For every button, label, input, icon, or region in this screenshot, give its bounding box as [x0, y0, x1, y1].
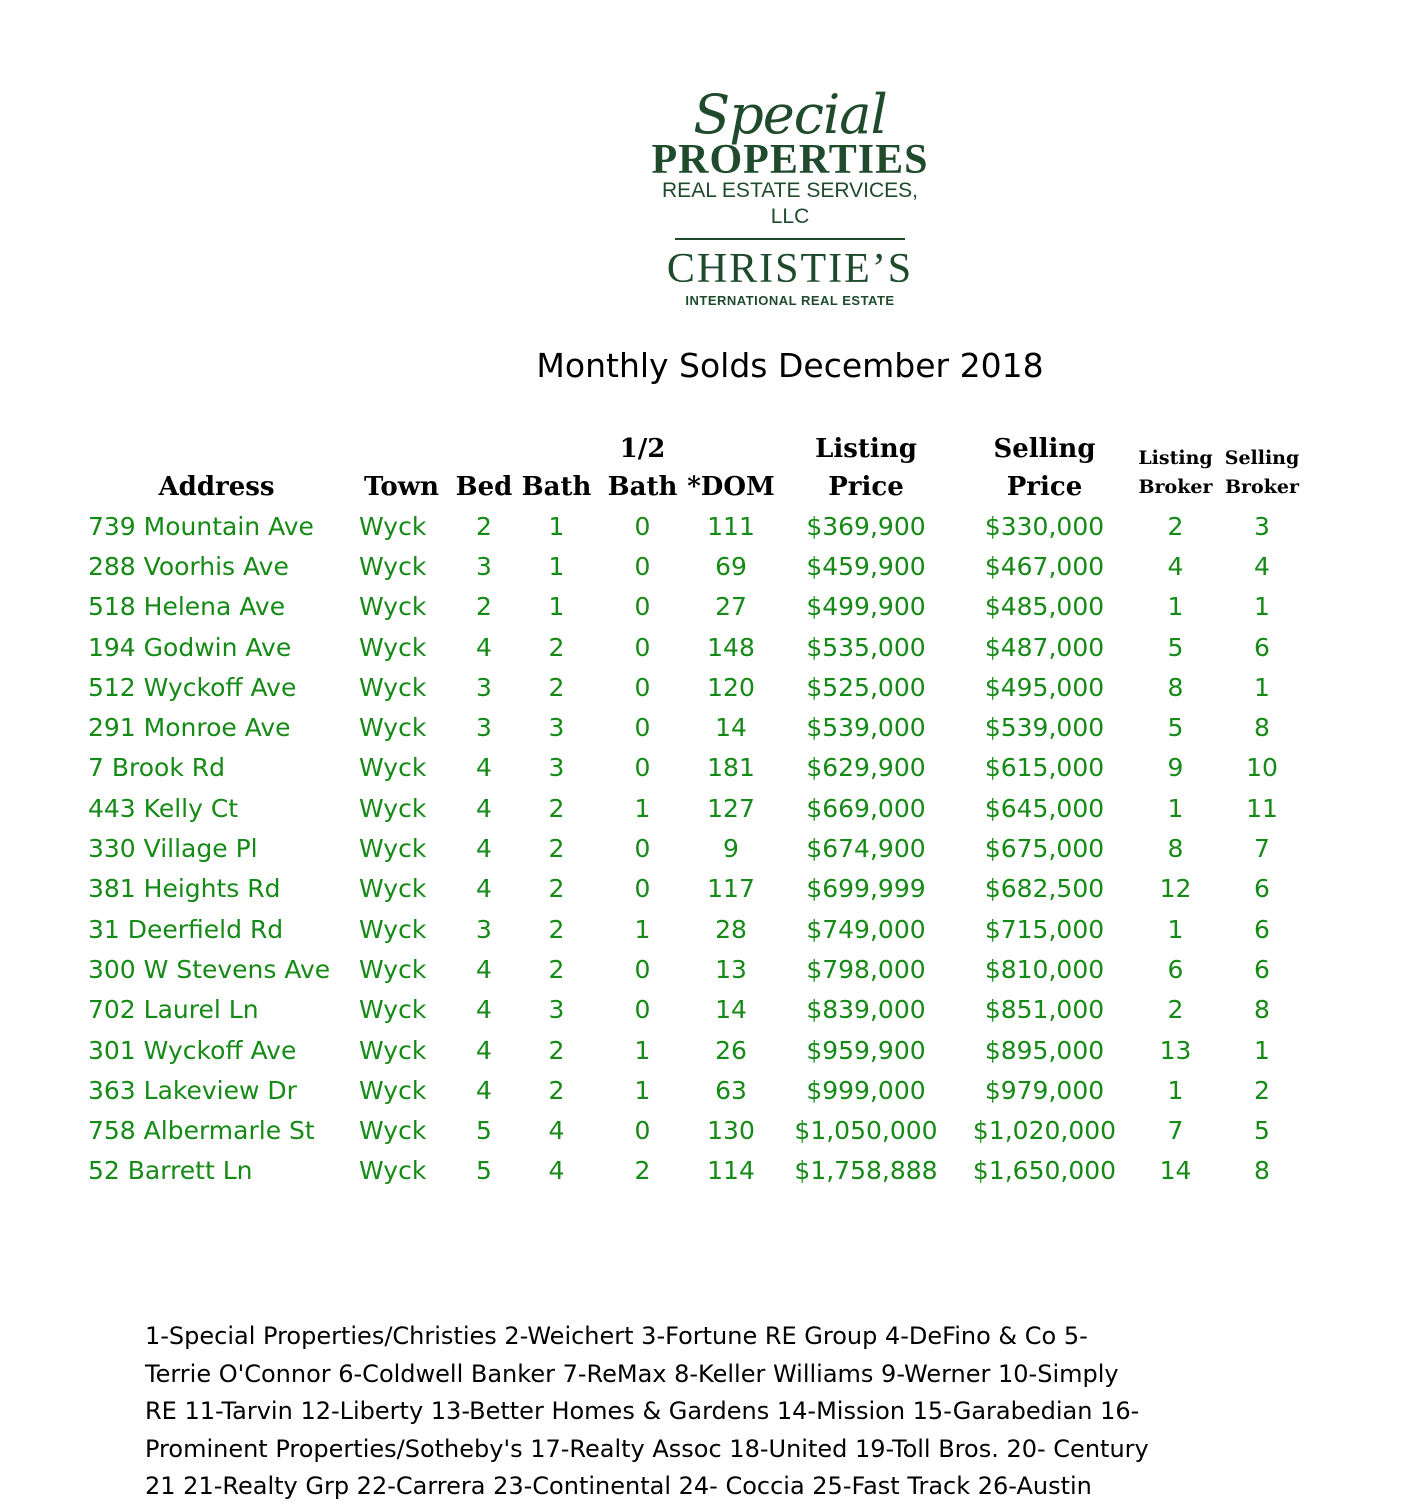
cell-half-bath: 1: [634, 1075, 651, 1105]
cell-listing-price: $798,000: [806, 954, 926, 984]
cell-listing-broker: 1: [1167, 592, 1184, 622]
cell-half-bath: 0: [634, 834, 651, 864]
cell-selling-broker: 6: [1254, 954, 1270, 984]
cell-dom: 9: [723, 834, 739, 864]
cell-address: 291 Monroe Ave: [88, 713, 291, 743]
table-row: [84, 1030, 1306, 1070]
cell-listing-broker: 12: [1159, 874, 1192, 904]
table-row: [84, 1110, 1306, 1150]
cell-dom: 181: [707, 753, 755, 783]
cell-bath: 3: [548, 995, 565, 1025]
cell-bed: 5: [476, 1116, 492, 1146]
cell-bath: 4: [548, 1156, 565, 1186]
cell-listing-broker: 14: [1159, 1156, 1192, 1186]
cell-listing-price: $499,900: [806, 592, 926, 622]
cell-town: Wyck: [359, 1116, 427, 1146]
cell-selling-price: $487,000: [984, 632, 1105, 662]
cell-listing-broker: 4: [1167, 551, 1184, 581]
table-row: [84, 1151, 1306, 1191]
cell-listing-price: $674,900: [806, 834, 926, 864]
cell-listing-price: $539,000: [806, 713, 926, 743]
table-header-row: [84, 430, 1306, 506]
cell-town: Wyck: [359, 511, 427, 541]
cell-selling-price: $645,000: [984, 793, 1105, 823]
legend-line: Prominent Properties/Sotheby's 17-Realty Assoc 18-United 19-Toll Bros. 20- Century: [145, 1434, 1149, 1463]
cell-bath: 2: [548, 1075, 565, 1105]
cell-selling-price: $895,000: [984, 1035, 1105, 1065]
cell-selling-price: $715,000: [984, 914, 1105, 944]
cell-selling-price: $539,000: [984, 713, 1105, 743]
cell-address: 512 Wyckoff Ave: [88, 672, 297, 702]
cell-half-bath: 2: [634, 1156, 651, 1186]
solds-table: [84, 430, 1306, 1191]
cell-address: 518 Helena Ave: [88, 592, 286, 622]
table-row: [84, 748, 1306, 788]
cell-town: Wyck: [359, 632, 427, 662]
cell-half-bath: 0: [634, 1116, 651, 1146]
cell-bath: 2: [548, 954, 565, 984]
cell-half-bath: 0: [634, 551, 651, 581]
cell-listing-price: $749,000: [806, 914, 926, 944]
cell-selling-broker: 8: [1254, 995, 1270, 1025]
cell-half-bath: 0: [634, 592, 651, 622]
cell-dom: 63: [715, 1075, 747, 1105]
cell-town: Wyck: [359, 551, 427, 581]
cell-selling-price: $851,000: [984, 995, 1105, 1025]
header-bed: Bed: [455, 472, 513, 502]
logo-caps-text: PROPERTIES: [651, 137, 929, 183]
header-bath: Bath: [521, 472, 592, 502]
cell-listing-price: $669,000: [806, 793, 926, 823]
cell-bath: 1: [548, 592, 565, 622]
table-row: [84, 587, 1306, 627]
header-selling-price: Selling Price: [993, 434, 1096, 502]
cell-selling-broker: 5: [1254, 1116, 1270, 1146]
cell-bath: 2: [548, 1035, 565, 1065]
cell-address: 52 Barrett Ln: [88, 1156, 253, 1186]
cell-listing-price: $959,900: [806, 1035, 926, 1065]
cell-half-bath: 1: [634, 1035, 651, 1065]
cell-listing-broker: 6: [1167, 954, 1184, 984]
cell-dom: 120: [707, 672, 755, 702]
cell-dom: 14: [715, 995, 747, 1025]
cell-listing-broker: 8: [1167, 672, 1184, 702]
cell-bed: 4: [476, 1075, 492, 1105]
cell-town: Wyck: [359, 874, 427, 904]
cell-half-bath: 0: [634, 672, 651, 702]
cell-town: Wyck: [359, 1075, 427, 1105]
cell-selling-price: $1,650,000: [972, 1156, 1117, 1186]
legend-line: RE 11-Tarvin 12-Liberty 13-Better Homes & Gardens 14-Mission 15-Garabedian 16-: [145, 1397, 1140, 1425]
table-row: [84, 546, 1306, 586]
cell-bed: 3: [476, 914, 492, 944]
cell-listing-price: $1,758,888: [794, 1156, 938, 1186]
cell-half-bath: 0: [634, 995, 651, 1025]
cell-dom: 28: [715, 914, 747, 944]
cell-selling-price: $675,000: [984, 834, 1105, 864]
legend-line: 21 21-Realty Grp 22-Carrera 23-Continental 24- Coccia 25-Fast Track 26-Austin: [145, 1472, 1092, 1500]
cell-bed: 3: [476, 672, 492, 702]
page-title: Monthly Solds December 2018: [536, 346, 1044, 385]
cell-town: Wyck: [359, 834, 427, 864]
cell-address: 443 Kelly Ct: [88, 793, 239, 823]
table-row: [84, 667, 1306, 707]
cell-listing-price: $369,900: [806, 511, 926, 541]
logo-divider: [675, 238, 905, 240]
table-row: [84, 990, 1306, 1030]
cell-selling-price: $330,000: [984, 511, 1105, 541]
cell-address: 7 Brook Rd: [88, 753, 225, 783]
cell-town: Wyck: [359, 592, 427, 622]
cell-bed: 4: [476, 995, 492, 1025]
cell-selling-broker: 4: [1254, 551, 1270, 581]
cell-listing-price: $525,000: [806, 672, 926, 702]
cell-address: 288 Voorhis Ave: [88, 551, 289, 581]
cell-bed: 5: [476, 1156, 492, 1186]
cell-bath: 3: [548, 753, 565, 783]
cell-bed: 4: [476, 632, 492, 662]
table-row: [84, 909, 1306, 949]
cell-bed: 4: [476, 954, 492, 984]
cell-listing-broker: 1: [1167, 914, 1184, 944]
cell-listing-price: $839,000: [806, 995, 926, 1025]
cell-selling-broker: 8: [1254, 713, 1270, 743]
cell-listing-price: $629,900: [806, 753, 926, 783]
cell-dom: 148: [707, 632, 755, 662]
cell-selling-broker: 10: [1246, 753, 1278, 783]
cell-selling-price: $467,000: [984, 551, 1105, 581]
header-listing-price: Listing Price: [815, 434, 917, 502]
cell-bath: 1: [548, 551, 565, 581]
cell-half-bath: 1: [634, 914, 651, 944]
cell-dom: 117: [707, 874, 755, 904]
cell-town: Wyck: [359, 713, 427, 743]
cell-listing-broker: 13: [1159, 1035, 1192, 1065]
cell-half-bath: 0: [634, 954, 651, 984]
cell-selling-price: $495,000: [984, 672, 1105, 702]
cell-address: 739 Mountain Ave: [88, 511, 314, 541]
cell-bed: 3: [476, 551, 492, 581]
cell-listing-broker: 7: [1167, 1116, 1184, 1146]
cell-address: 194 Godwin Ave: [88, 632, 292, 662]
cell-dom: 27: [715, 592, 747, 622]
logo-llc-text: REAL ESTATE SERVICES, LLC: [662, 179, 918, 228]
cell-bed: 4: [476, 793, 492, 823]
cell-half-bath: 0: [634, 511, 651, 541]
header-town: Town: [364, 472, 439, 502]
table-row: [84, 828, 1306, 868]
logo-christies-text: CHRISTIE’S: [666, 246, 914, 292]
cell-dom: 13: [715, 954, 747, 984]
cell-bath: 2: [548, 914, 565, 944]
cell-town: Wyck: [359, 672, 427, 702]
table-row: [84, 627, 1306, 667]
cell-bed: 2: [476, 592, 492, 622]
cell-selling-broker: 7: [1254, 834, 1270, 864]
cell-bed: 4: [476, 753, 492, 783]
cell-address: 702 Laurel Ln: [88, 995, 259, 1025]
cell-bath: 2: [548, 672, 565, 702]
cell-selling-price: $485,000: [984, 592, 1105, 622]
header-address: Address: [158, 472, 275, 502]
cell-bed: 4: [476, 874, 492, 904]
header-selling-broker: Selling Broker: [1224, 447, 1300, 498]
cell-town: Wyck: [359, 914, 427, 944]
cell-listing-broker: 5: [1167, 632, 1184, 662]
cell-listing-broker: 2: [1167, 995, 1184, 1025]
cell-bath: 2: [548, 632, 565, 662]
cell-dom: 69: [715, 551, 747, 581]
cell-town: Wyck: [359, 1156, 427, 1186]
legend-line: Terrie O'Connor 6-Coldwell Banker 7-ReMax 8-Keller Williams 9-Werner 10-Simply: [145, 1359, 1119, 1388]
cell-half-bath: 1: [634, 793, 651, 823]
cell-address: 301 Wyckoff Ave: [88, 1035, 297, 1065]
table-row: [84, 1070, 1306, 1110]
cell-dom: 130: [707, 1116, 755, 1146]
broker-legend: [145, 1318, 1205, 1506]
legend-line: 1-Special Properties/Christies 2-Weichert 3-Fortune RE Group 4-DeFino & Co 5-: [145, 1322, 1088, 1350]
cell-listing-price: $535,000: [806, 632, 926, 662]
cell-selling-broker: 6: [1254, 632, 1270, 662]
header-half-bath: 1/2 Bath: [607, 434, 678, 502]
cell-listing-broker: 1: [1167, 793, 1184, 823]
table-row: [84, 949, 1306, 989]
cell-town: Wyck: [359, 995, 427, 1025]
logo-script-text: Special: [693, 83, 887, 146]
cell-selling-broker: 1: [1254, 672, 1270, 702]
cell-selling-broker: 1: [1254, 1035, 1270, 1065]
cell-listing-broker: 8: [1167, 834, 1184, 864]
cell-selling-price: $979,000: [984, 1075, 1105, 1105]
cell-listing-broker: 1: [1167, 1075, 1184, 1105]
cell-selling-broker: 3: [1254, 511, 1270, 541]
cell-address: 330 Village Pl: [88, 834, 258, 864]
cell-listing-price: $999,000: [806, 1075, 926, 1105]
cell-listing-price: $459,900: [806, 551, 926, 581]
cell-half-bath: 0: [634, 713, 651, 743]
cell-listing-broker: 5: [1167, 713, 1184, 743]
header-dom: *DOM: [687, 472, 775, 502]
cell-address: 363 Lakeview Dr: [88, 1075, 297, 1105]
cell-address: 300 W Stevens Ave: [88, 954, 331, 984]
cell-town: Wyck: [359, 793, 427, 823]
cell-selling-broker: 6: [1254, 914, 1270, 944]
table-row: [84, 788, 1306, 828]
cell-bath: 2: [548, 874, 565, 904]
cell-selling-broker: 2: [1254, 1075, 1270, 1105]
cell-town: Wyck: [359, 753, 427, 783]
cell-dom: 114: [707, 1156, 755, 1186]
cell-selling-broker: 6: [1254, 874, 1270, 904]
cell-bath: 2: [548, 793, 565, 823]
cell-bed: 2: [476, 511, 492, 541]
cell-half-bath: 0: [634, 753, 651, 783]
cell-bath: 2: [548, 834, 565, 864]
logo-intl-text: INTERNATIONAL REAL ESTATE: [685, 293, 895, 308]
cell-bed: 4: [476, 834, 492, 864]
table-row: [84, 869, 1306, 909]
cell-listing-price: $699,999: [806, 874, 926, 904]
cell-address: 381 Heights Rd: [88, 874, 281, 904]
cell-town: Wyck: [359, 1035, 427, 1065]
cell-selling-broker: 1: [1254, 592, 1270, 622]
cell-bath: 4: [548, 1116, 565, 1146]
cell-bed: 3: [476, 713, 492, 743]
cell-selling-price: $615,000: [984, 753, 1105, 783]
cell-bath: 1: [548, 511, 565, 541]
cell-selling-broker: 11: [1246, 793, 1278, 823]
cell-address: 31 Deerfield Rd: [88, 914, 284, 944]
cell-dom: 127: [707, 793, 755, 823]
cell-listing-broker: 9: [1167, 753, 1184, 783]
cell-selling-price: $1,020,000: [972, 1116, 1117, 1146]
cell-listing-broker: 2: [1167, 511, 1184, 541]
cell-selling-price: $682,500: [984, 874, 1105, 904]
cell-selling-broker: 8: [1254, 1156, 1270, 1186]
cell-dom: 111: [707, 511, 755, 541]
cell-town: Wyck: [359, 954, 427, 984]
company-logo: [640, 83, 940, 310]
cell-dom: 14: [715, 713, 747, 743]
header-listing-broker: Listing Broker: [1138, 447, 1213, 498]
table-row: [84, 707, 1306, 747]
cell-half-bath: 0: [634, 874, 651, 904]
cell-bath: 3: [548, 713, 565, 743]
cell-bed: 4: [476, 1035, 492, 1065]
cell-listing-price: $1,050,000: [794, 1116, 938, 1146]
cell-address: 758 Albermarle St: [88, 1116, 315, 1146]
cell-dom: 26: [715, 1035, 747, 1065]
table-row: [84, 506, 1306, 546]
cell-half-bath: 0: [634, 632, 651, 662]
cell-selling-price: $810,000: [984, 954, 1105, 984]
